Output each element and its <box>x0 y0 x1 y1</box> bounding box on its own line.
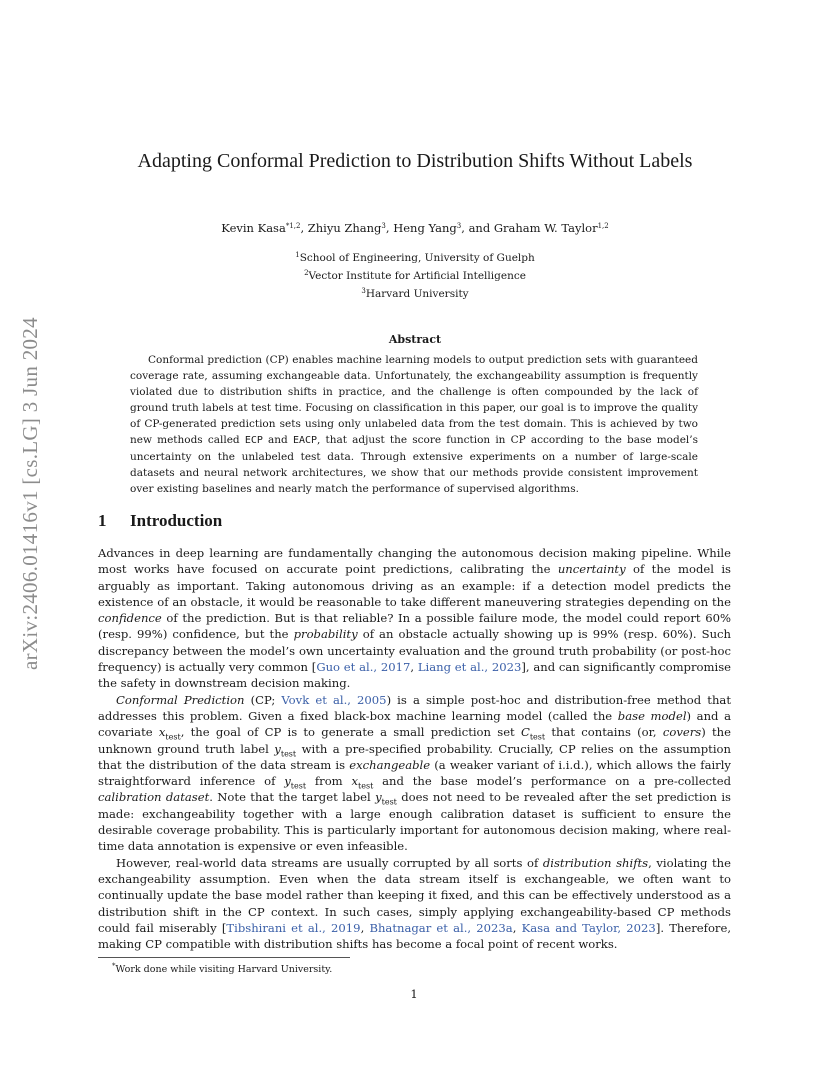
arxiv-stamp: arXiv:2406.01416v1 [cs.LG] 3 Jun 2024 <box>18 317 42 670</box>
introduction-body <box>98 545 731 952</box>
abstract-heading: Abstract <box>388 333 442 346</box>
citation-link[interactable]: Kasa and Taylor, 2023 <box>521 920 656 935</box>
author-affiliation-mark: 3 <box>381 222 386 230</box>
section-heading <box>98 511 222 531</box>
author-name: Kevin Kasa <box>221 221 286 235</box>
footnote-mark: * <box>112 962 116 970</box>
footnote <box>112 962 332 975</box>
author-affiliation-mark: 1,2 <box>597 222 609 230</box>
affiliation: $^2$Vector Institute for Artificial Intelligence <box>304 269 526 282</box>
paragraph: Conformal Prediction (CP; Vovk et al., 2005) is a simple post-hoc and distribution-free method that addresses this problem. Given a fixed black-box machine learning model (called the base model) and a covariate $x_{test}$, the goal of CP is to generate a small prediction set $C_{test}$ that contains (or, covers) the unknown ground truth label $y_{test}$ with a pre-specified probability. Crucially, CP relies on the assumption that the distribution of the data stream is exchangeable (a weaker variant of i.i.d.), which allows the fairly straightforward inference of $y_{test}$ from $x_{test}$ and the base model’s performance on a pre-collected calibration dataset. Note that the target label $y_{test}$ does not need to be revealed after the set prediction is made: exchangeability together with a large enough calibration dataset is sufficient to ensure the desirable coverage probability. This is particularly important for autonomous decision making, where real-time data annotation is expensive or even infeasible. <box>98 692 732 854</box>
abstract-text: Conformal prediction (CP) enables machine learning models to output prediction sets with guaranteed coverage rate, assuming exchangeable data. Unfortunately, the exchangeability assumption is frequently violated due to distribution shifts in practice, and the challenge is often compounded by the lack of ground truth labels at test time. Focusing on classification in this paper, our goal is to improve the quality of CP-generated prediction sets using only unlabeled data from the test domain. This is achieved by two new methods called ECP and EACP, that adjust the score function in CP according to the base model’s uncertainty on the unlabeled test data. Through extensive experiments on a number of large-scale datasets and neural network architectures, we show that our methods provide consistent improvement over existing baselines and nearly match the performance of supervised algorithms. <box>130 354 699 495</box>
author-name: Graham W. Taylor <box>493 221 598 235</box>
affiliation-list <box>90 248 740 302</box>
author-affiliation-mark: 3 <box>456 222 462 230</box>
author-affiliation-mark: *1,2 <box>285 222 301 230</box>
author-list: Kevin Kasa$^{*1,2}$, Zhiyu Zhang$^3$, Heng Yang$^3$, and Graham W. Taylor$^{1,2}$ <box>221 221 609 235</box>
footnote-rule <box>98 957 350 958</box>
paragraph: Advances in deep learning are fundamentally changing the autonomous decision making pipeline. While most works have focused on accurate point predictions, calibrating the uncertainty of the model is arguably as important. Taking autonomous driving as an example: if a detection model predicts the existence of an obstacle, it would be reasonable to take different maneuvering strategies depending on the confidence of the prediction. But is that reliable? In a possible failure mode, the model could report 60% (resp. 99%) confidence, but the probability of an obstacle actually showing up is 99% (resp. 60%). Such discrepancy between the model’s own uncertainty evaluation and the ground truth probability (or post-hoc frequency) is actually very common [Guo et al., 2017, Liang et al., 2023], and can significantly compromise the safety in downstream decision making. <box>98 546 732 691</box>
method-ecp: ECP <box>244 435 263 446</box>
page-number: 1 <box>410 987 418 1001</box>
section-number: 1 <box>98 511 107 530</box>
paragraph: However, real-world data streams are usually corrupted by all sorts of distribution shifts, violating the exchangeability assumption. Even when the data stream itself is exchangeable, we often want to continually update the base model rather than keeping it fixed, and this can be effectively understood as a distribution shift in the CP context. In such cases, simply applying exchangeability-based CP methods could fail miserably [Tibshirani et al., 2019, Bhatnagar et al., 2023a, Kasa and Taylor, 2023]. Therefore, making CP compatible with distribution shifts has become a focal point of recent works. <box>98 855 732 952</box>
citation-link[interactable]: Liang et al., 2023 <box>417 660 522 675</box>
method-eacp: EACP <box>292 435 318 446</box>
citation-link[interactable]: Bhatnagar et al., 2023a <box>369 920 513 935</box>
author-name: Zhiyu Zhang <box>307 221 382 235</box>
paper-title: Adapting Conformal Prediction to Distribution Shifts Without Labels <box>137 150 693 172</box>
citation-link[interactable]: Vovk et al., 2005 <box>281 692 387 707</box>
author-name: Heng Yang <box>393 221 457 235</box>
affiliation: $^1$School of Engineering, University of Guelph <box>295 251 535 264</box>
footnote-text: Work done while visiting Harvard University. <box>115 964 333 975</box>
citation-link[interactable]: Guo et al., 2017 <box>316 660 411 675</box>
affiliation: $^3$Harvard University <box>361 287 469 300</box>
section-title: Introduction <box>130 511 223 530</box>
citation-link[interactable]: Tibshirani et al., 2019 <box>226 920 361 935</box>
